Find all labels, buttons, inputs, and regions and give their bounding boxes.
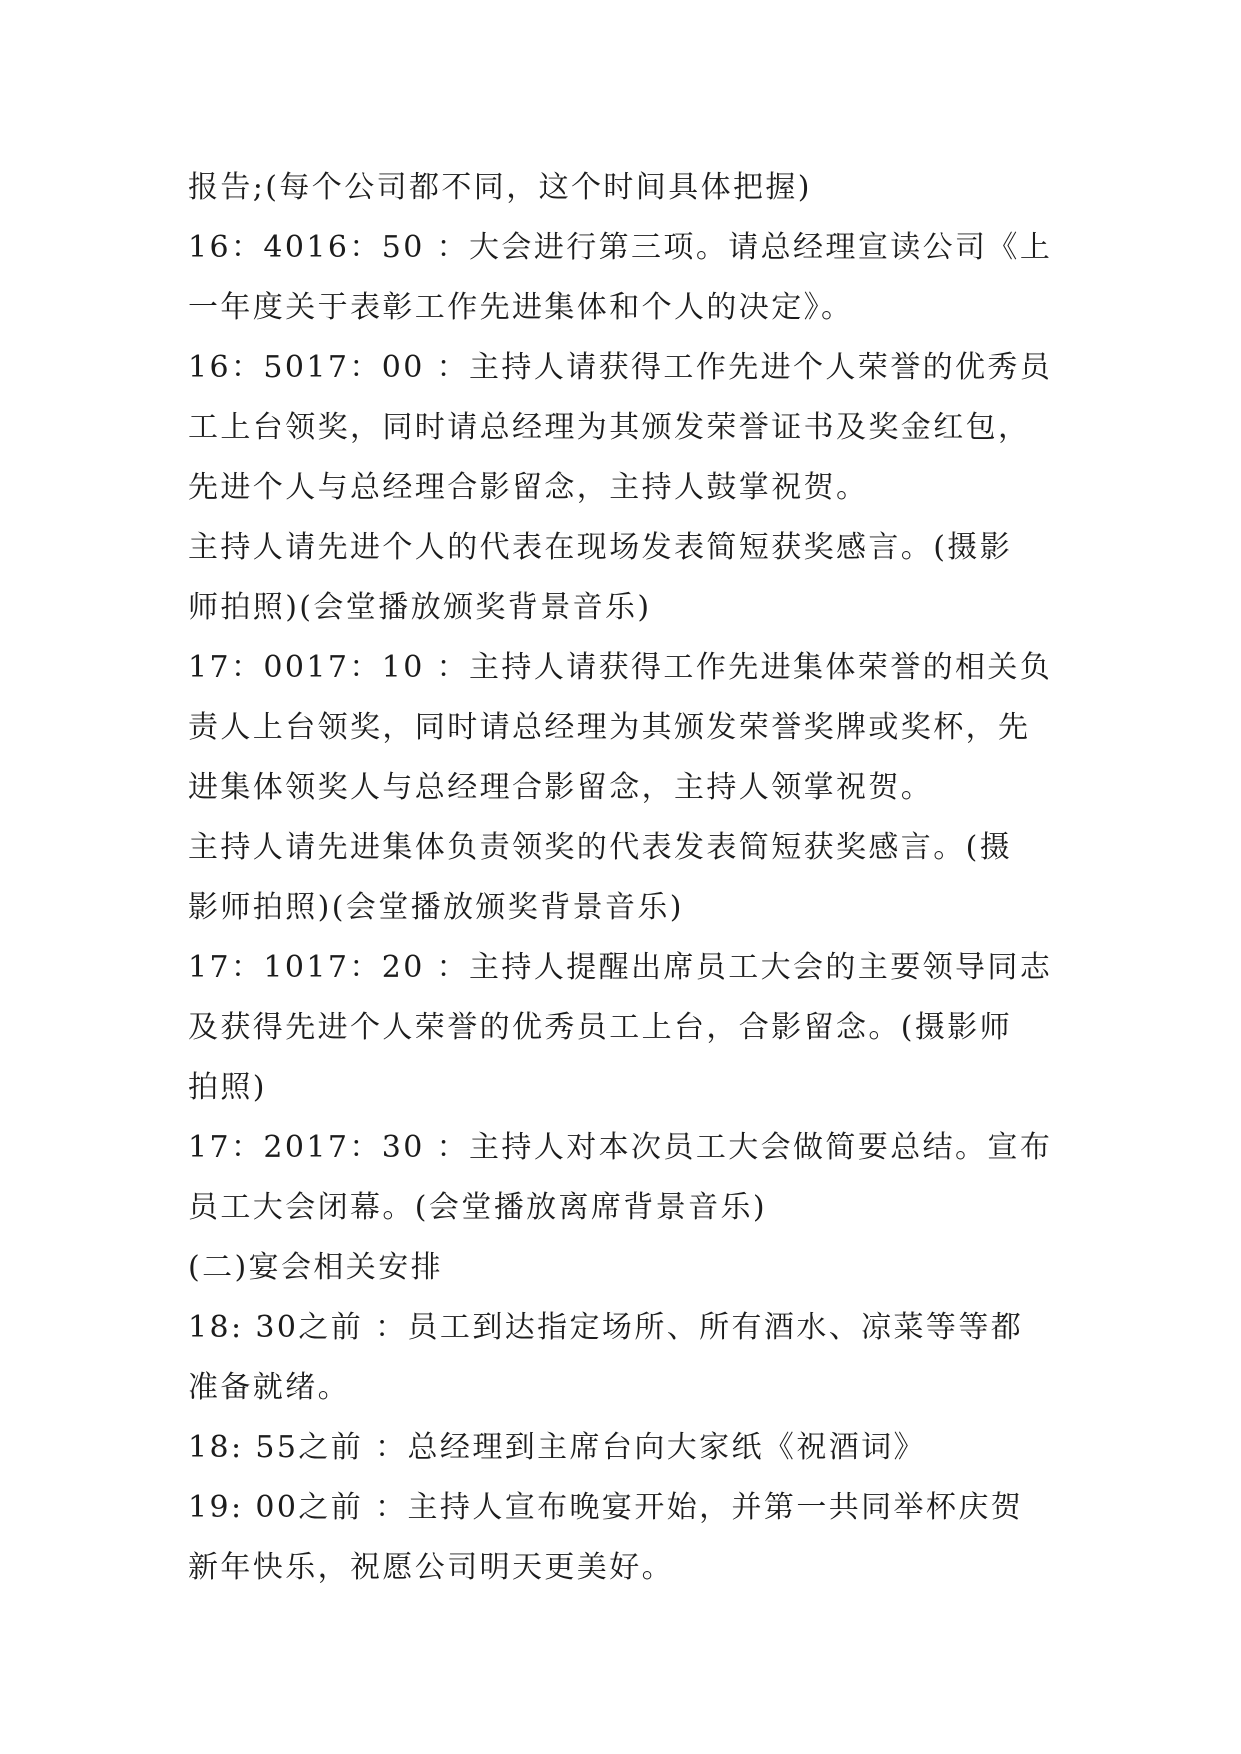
text-line: 新年快乐，祝愿公司明天更美好。 [188, 1550, 674, 1585]
text-line: 先进个人与总经理合影留念，主持人鼓掌祝贺。 [188, 470, 869, 505]
text-line: 16：4016：50 ：大会进行第三项。请总经理宣读公司《上 [188, 230, 1053, 265]
text-line: 及获得先进个人荣誉的优秀员工上台，合影留念。(摄影师 [188, 1010, 1013, 1045]
text-line: 准备就绪。 [188, 1370, 350, 1405]
text-line: 16：5017：00 ：主持人请获得工作先进个人荣誉的优秀员 [188, 350, 1053, 385]
text-line: 员工大会闭幕。(会堂播放离席背景音乐) [188, 1190, 768, 1225]
text-line: 17：2017：30 ：主持人对本次员工大会做简要总结。宣布 [188, 1130, 1053, 1165]
text-line: 工上台领奖，同时请总经理为其颁发荣誉证书及奖金红包， [188, 410, 1031, 445]
section-heading: (二)宴会相关安排 [188, 1250, 444, 1285]
text-line: 影师拍照)(会堂播放颁奖背景音乐) [188, 890, 684, 925]
text-line: 报告;(每个公司都不同，这个时间具体把握) [188, 170, 812, 205]
text-line: 主持人请先进个人的代表在现场发表简短获奖感言。(摄影 [188, 530, 1013, 565]
document-body [188, 158, 1058, 1598]
text-line: 主持人请先进集体负责领奖的代表发表简短获奖感言。(摄 [188, 830, 1013, 865]
text-line: 拍照) [188, 1070, 267, 1105]
text-line: 18: 55之前 ：总经理到主席台向大家纸《祝酒词》 [188, 1430, 926, 1465]
text-line: 责人上台领奖，同时请总经理为其颁发荣誉奖牌或奖杯，先 [188, 710, 1031, 745]
text-line: 进集体领奖人与总经理合影留念，主持人领掌祝贺。 [188, 770, 934, 805]
text-line: 19: 00之前 ：主持人宣布晚宴开始，并第一共同举杯庆贺 [188, 1490, 1024, 1525]
text-line: 17：0017：10 ：主持人请获得工作先进集体荣誉的相关负 [188, 650, 1053, 685]
text-line: 17：1017：20 ：主持人提醒出席员工大会的主要领导同志 [188, 950, 1053, 985]
text-line: 师拍照)(会堂播放颁奖背景音乐) [188, 590, 652, 625]
text-line: 一年度关于表彰工作先进集体和个人的决定》。 [188, 290, 854, 325]
text-line: 18: 30之前 ：员工到达指定场所、所有酒水、凉菜等等都 [188, 1310, 1024, 1345]
